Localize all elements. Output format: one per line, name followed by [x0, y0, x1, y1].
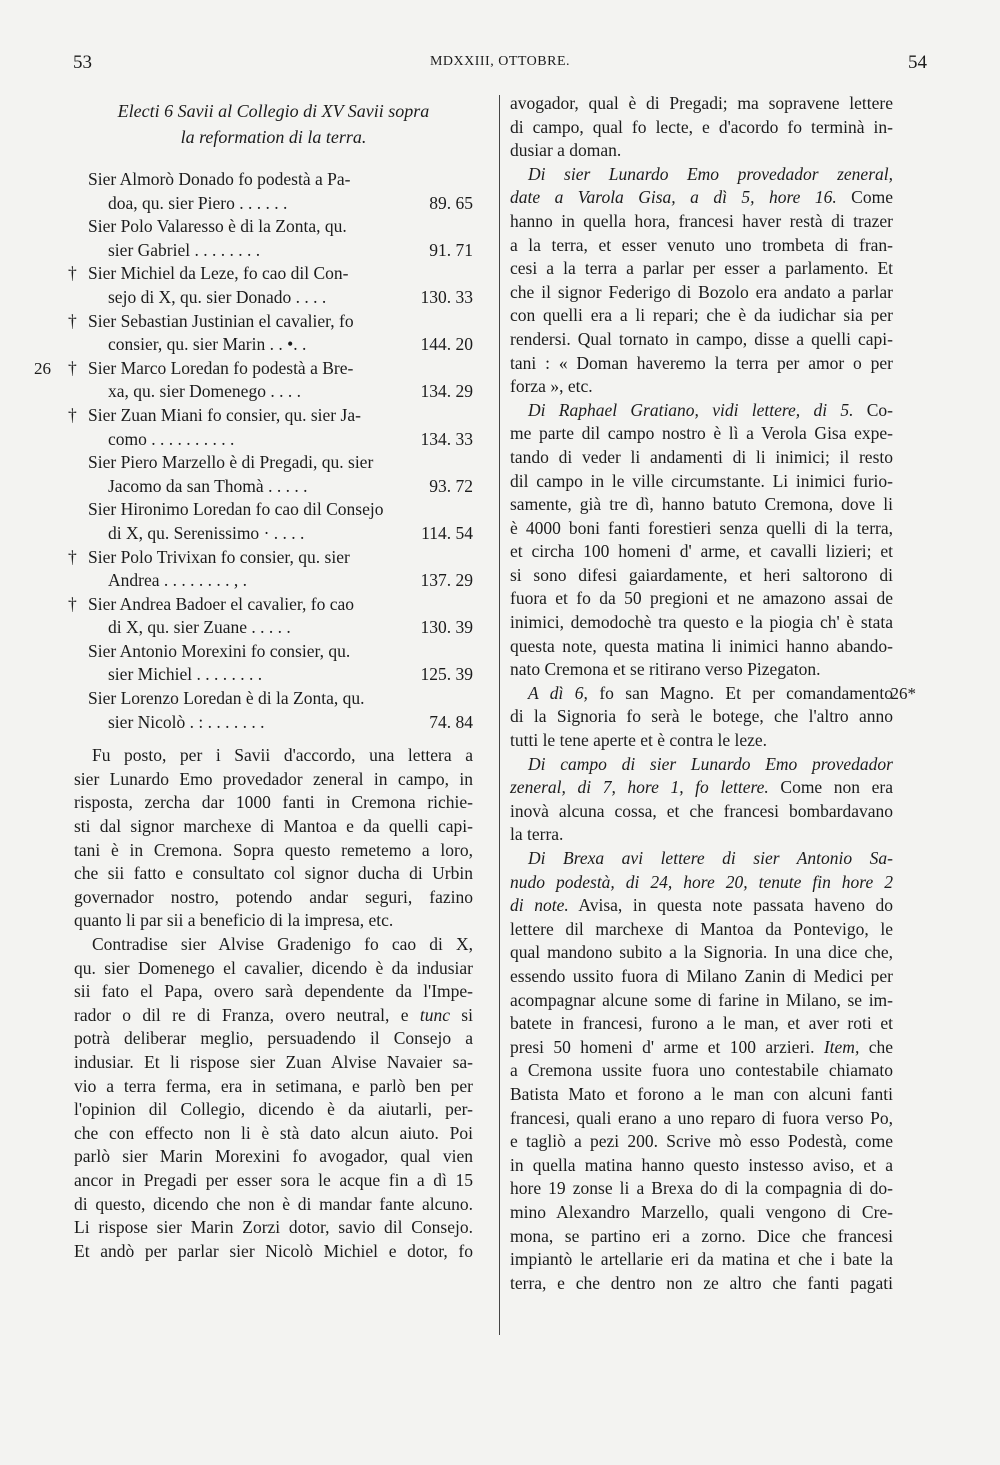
text-line: che con effecto non li è stà dato alcun aiuto. Poi [74, 1122, 473, 1143]
candidate-line: Sier Andrea Badoer el cavalier, fo cao † [74, 593, 473, 617]
list-item [34, 357, 473, 404]
text-line: di questo, dicendo che non è di mandar fante alcuno. [74, 1193, 473, 1214]
cross-mark: † [68, 357, 77, 378]
text-line: sii fato el Papa, overo sarà dependente da l'Impe- [74, 981, 473, 1002]
candidate-line: Sier Michiel da Leze, fo cao dil Con- † [74, 262, 473, 286]
leader-dots: . . . . . . . . . . [146, 428, 235, 449]
candidate-line: Sier Zuan Miani fo consier, qu. sier Ja- † [74, 404, 473, 428]
candidate-line: Sier Polo Trivixan fo consier, qu. sier † [74, 546, 473, 570]
text-line: con quelli era a li repari; che è da iudichar sia per [510, 305, 893, 326]
vote-count: 134. 29 [420, 381, 473, 402]
vote-count: 137. 29 [420, 570, 473, 591]
text-line: ancor in Pregadi per esser sora le acque fin a dì 15 [74, 1169, 473, 1190]
text-line: di note. Avisa, in questa note passata haveno do [510, 895, 893, 916]
candidate-line: Sier Sebastian Justinian el cavalier, fo † [74, 310, 473, 334]
text-line: la terra. [510, 824, 564, 845]
candidate-line: Sier Lorenzo Loredan è di la Zonta, qu. [88, 688, 365, 709]
leader-dots: . . . . . [263, 475, 308, 496]
text-line: di campo, qual fo lecte, e d'acordo fo terminà in- [510, 116, 893, 137]
list-item [74, 168, 473, 215]
leader-dots: . . . . . . . . , . [159, 570, 248, 591]
right-column [510, 92, 916, 1295]
list-item [74, 640, 473, 687]
right-column-text [510, 92, 916, 1295]
text-line: batete in francesi, furono a le man, et aver roti et [510, 1013, 893, 1034]
candidate-text: Jacomo da san Thomà . . . . . [108, 475, 308, 496]
text-line: Di Brexa avi lettere di sier Antonio Sa- [528, 848, 893, 868]
cross-mark: † [68, 546, 77, 567]
election-list [34, 168, 473, 734]
candidate-line-2 [74, 616, 473, 640]
candidate-line: Sier Antonio Morexini fo consier, qu. [88, 640, 351, 661]
italic-run: zeneral, di 7, hore 1, fo lettere. [510, 777, 769, 798]
list-item [68, 404, 473, 451]
text-line: sier Lunardo Emo provedador zeneral in campo, in [74, 768, 473, 789]
text-line: che sii fatto e consultato col signor ducha di Urbin [74, 863, 473, 884]
paragraph-contradise [74, 933, 473, 1263]
leader-dots: . . . . [265, 381, 301, 402]
text-line: quanto li par sii a beneficio di la impresa, etc. [74, 910, 394, 931]
text-line: tani : « Doman haveremo la terra per amor o per [510, 352, 893, 373]
candidate-line-2 [74, 569, 473, 593]
candidate-text: di X, qu. sier Zuane . . . . . [108, 617, 291, 638]
candidate-line: Sier Marco Loredan fo podestà a Bre- † 26 [74, 357, 473, 381]
text-line: et circha 100 homeni d' arme, et cavalli lizieri; et [510, 541, 893, 562]
vote-count: 89. 65 [429, 192, 473, 213]
text-line: inovà alcuna cossa, et che francesi bombardavano [510, 800, 893, 821]
section-heading [74, 92, 473, 150]
vote-count: 134. 33 [420, 428, 473, 449]
text-line: zeneral, di 7, hore 1, fo lettere. Come non era [510, 777, 893, 798]
candidate-text: sejo di X, qu. sier Donado . . . . [108, 286, 327, 307]
leader-dots: . : . . . . . . . [185, 711, 265, 732]
text-line: dusiar a doman. [510, 140, 622, 161]
list-item [74, 687, 473, 734]
text-line: terra, e che dentro non ze altro che fanti pagati [510, 1272, 893, 1293]
leader-dots: . . . . . [247, 617, 291, 638]
text-line: inimici, demodochè tra questo e la piogia ch' è stata [510, 612, 893, 633]
text-line: tando di veder li andamenti di li inimici; il resto [510, 446, 893, 467]
list-item [68, 593, 473, 640]
leader-dots: . . •. . [265, 334, 307, 355]
cross-mark: † [68, 263, 77, 284]
candidate-text: xa, qu. sier Domenego . . . . [108, 381, 301, 402]
candidate-line-2 [74, 192, 473, 216]
text-line: me parte dil campo nostro è lì a Verola Gisa expe- [510, 423, 893, 444]
paragraph-fu-posto [74, 744, 473, 933]
vote-count: 125. 39 [420, 664, 473, 685]
list-item [74, 498, 473, 545]
candidate-line: Sier Almorò Donado fo podestà a Pa- [88, 169, 351, 189]
list-item [68, 310, 473, 357]
list-item [68, 262, 473, 309]
text-line: risposta, zercha dar 1000 fanti in Cremona richie- [74, 792, 473, 813]
text-line: samente, già tre dì, hanno batuto Cremona, dove li [510, 494, 893, 515]
leader-dots: . . . . [291, 286, 327, 307]
candidate-line: Sier Piero Marzello è di Pregadi, qu. sier [88, 452, 374, 473]
text-line: impiantò le artellarie eri da matina et che i bate la [510, 1249, 893, 1270]
text-line: a la terra, et esser venuto uno trombeta di fran- [510, 234, 893, 255]
text-line: rador o dil re di Franza, overo neutral, e tunc si [74, 1004, 473, 1025]
text-line: Batista Mato et forono a le man con alcuni fanti [510, 1083, 893, 1104]
margin-number: 26 [34, 358, 51, 378]
italic-run: date a Varola Gisa, a dì 5, hore 16. [510, 187, 837, 208]
candidate-line: Sier Hironimo Loredan fo cao dil Consejo [88, 499, 384, 520]
text-line: forza », etc. [510, 376, 593, 397]
vote-count: 144. 20 [420, 334, 473, 355]
italic-run: A dì 6, [528, 682, 588, 703]
candidate-line-2 [74, 475, 473, 499]
candidate-line-2 [74, 239, 473, 263]
leader-dots: . . . . . . [234, 192, 288, 213]
text-line: parlò sier Marin Morexini fo avogador, qual vien [74, 1146, 473, 1167]
cross-mark: † [68, 310, 77, 331]
candidate-line-2 [74, 428, 473, 452]
text-line: mona, se partino eri a zorno. Dice che francesi [510, 1225, 893, 1246]
list-item [74, 215, 473, 262]
candidate-text: doa, qu. sier Piero . . . . . . [108, 192, 288, 213]
latin-word: tunc [419, 1004, 450, 1025]
text-line: tani è in Cremona. Sopra questo remetemo a loro, [74, 839, 473, 860]
candidate-line-2 [74, 286, 473, 310]
text-line: questa note, questa matina li inimici hanno abando- [510, 635, 893, 656]
text-line: e tagliò a pezi 200. Scrive mò esso Podestà, come [510, 1131, 893, 1152]
text-line: qual mandono subito a la Signoria. In una dice che, [510, 942, 893, 963]
text-line: tutti le tene aperte et è contra le leze. [510, 730, 768, 751]
text-line: di la Signoria fo serà le botege, che l'altro anno [510, 706, 893, 727]
candidate-text: sier Nicolò . : . . . . . . . [108, 711, 265, 732]
heading-line: Electi 6 Savii al Collegio di XV Savii sopra [117, 101, 430, 121]
candidate-text: como . . . . . . . . . . [108, 428, 235, 449]
vote-count: 93. 72 [429, 475, 473, 496]
text-line: governador nostro, potendo andar seguri, fazino [74, 886, 473, 907]
candidate-text: consier, qu. sier Marin . . •. . [108, 334, 307, 355]
text-line: avogador, qual è di Pregadi; ma sopravene lettere [510, 93, 893, 113]
cross-mark: † [68, 404, 77, 425]
cross-mark: † [68, 593, 77, 614]
leader-dots: · . . . . [259, 522, 305, 543]
leader-dots: . . . . . . . . [190, 239, 261, 260]
text-line: A dì 6, fo san Magno. Et per comandamento 26* [510, 682, 893, 706]
heading-line: la reformation di la terra. [180, 127, 367, 147]
text-line: acompagnar alcune some di farine in Milano, se im- [510, 989, 893, 1010]
candidate-line-2 [74, 380, 473, 404]
text-line: rendersi. Qual tornato in campo, disse a quelli capi- [510, 328, 893, 349]
italic-run: Item, [823, 1036, 860, 1057]
text-line: potrà deliberar meglio, persuadendo il Consejo a [74, 1028, 473, 1049]
candidate-line: Sier Polo Valaresso è di la Zonta, qu. [88, 216, 347, 237]
candidate-line-2 [74, 333, 473, 357]
text-line: essendo ussito fuora di Milano Zanin di Medici per [510, 965, 893, 986]
candidate-text: di X, qu. Serenissimo · . . . . [108, 522, 305, 543]
candidate-text: sier Michiel . . . . . . . . [108, 664, 263, 685]
text-line: Fu posto, per i Savii d'accordo, una lettera a [92, 745, 473, 766]
text-line: Li rispose sier Marin Zorzi dotor, savio dil Consejo. [74, 1217, 473, 1238]
text-line: a Cremona ussite fuora uno contestabile chiamato [510, 1060, 893, 1081]
vote-count: 91. 71 [429, 239, 473, 260]
text-line: fuora et fo da 50 pregioni et ne amazono assai de [510, 588, 893, 609]
italic-run: Di Raphael Gratiano, vidi lettere, di 5. [528, 399, 854, 420]
text-line: nato Cremona et se ritirano verso Pizegaton. [510, 659, 821, 680]
candidate-text: Andrea . . . . . . . . , . [108, 570, 248, 591]
text-line: Di sier Lunardo Emo provedador zeneral, [528, 163, 893, 184]
text-line: hanno in quella hora, francesi haver restà di trazer [510, 210, 893, 231]
text-line: Et andò per parlar sier Nicolò Michiel e dotor, fo [74, 1240, 473, 1261]
list-item [74, 451, 473, 498]
text-line: indusiar. Et li rispose sier Zuan Alvise Navaier sa- [74, 1051, 473, 1072]
text-line: qu. sier Domenego el cavalier, dicendo è da indusiar [74, 957, 473, 978]
text-line: si sono difesi gaiardamente, et heri saltorono di [510, 564, 893, 585]
text-line: cesi a la terra a parlar per esser a parlamento. Et [510, 258, 893, 279]
text-line: è 4000 boni fanti forestieri senza quelli di la terra, [510, 517, 893, 538]
left-page-number: 53 [73, 52, 92, 73]
running-header [73, 52, 927, 86]
text-line: presi 50 homeni d' arme et 100 arzieri. Item, che [510, 1036, 893, 1057]
text-line: mino Alexandro Marzello, quali vengono di Cre- [510, 1201, 893, 1222]
candidate-line-2 [74, 522, 473, 546]
vote-count: 114. 54 [421, 522, 473, 543]
candidate-line-2 [74, 663, 473, 687]
list-item [68, 546, 473, 593]
text-line: vio a terra ferma, era in setimana, e parlò ben per [74, 1075, 473, 1096]
vote-count: 130. 39 [420, 617, 473, 638]
text-line: dil campo in le ville circumstante. Li inimici furio- [510, 470, 893, 491]
right-page-number: 54 [908, 52, 927, 73]
text-line: Di campo di sier Lunardo Emo provedador [528, 753, 893, 774]
left-column [34, 92, 473, 1263]
vote-count: 130. 33 [420, 286, 473, 307]
leader-dots: . . . . . . . . [192, 664, 263, 685]
text-line: sti dal signor marchexe di Mantoa e da quelli capi- [74, 816, 473, 837]
text-line: Contradise sier Alvise Gradenigo fo cao di X, [92, 934, 473, 954]
text-line: francesi, quali erano a uno reparo di fuora verso Po, [510, 1107, 893, 1128]
italic-run: di note. [510, 895, 569, 916]
text-line: nudo podestà, di 24, hore 20, tenute fin hore 2 [510, 871, 893, 892]
text-line: lettere dil marchexe di Mantoa da Pontevigo, le [510, 918, 893, 939]
candidate-line-2 [74, 711, 473, 735]
candidate-text: sier Gabriel . . . . . . . . [108, 239, 261, 260]
margin-number: 26* [890, 683, 916, 703]
text-line: l'opinion dil Collegio, dicendo è da aiutarli, per- [74, 1099, 473, 1120]
text-line: hore 19 zonse li a Brexa do di la compagnia di do- [510, 1178, 893, 1199]
vote-count: 74. 84 [429, 711, 473, 732]
text-line: che il signor Federigo di Bozolo era andato a parlar [510, 281, 893, 302]
text-line: in quella matina hanno questo instesso aviso, et a [510, 1154, 893, 1175]
running-title: MDXXIII, OTTOBRE. [429, 54, 571, 69]
column-divider [499, 95, 500, 1335]
text-line: date a Varola Gisa, a dì 5, hore 16. Come [510, 187, 893, 208]
text-line: Di Raphael Gratiano, vidi lettere, di 5. Co- [528, 399, 893, 420]
